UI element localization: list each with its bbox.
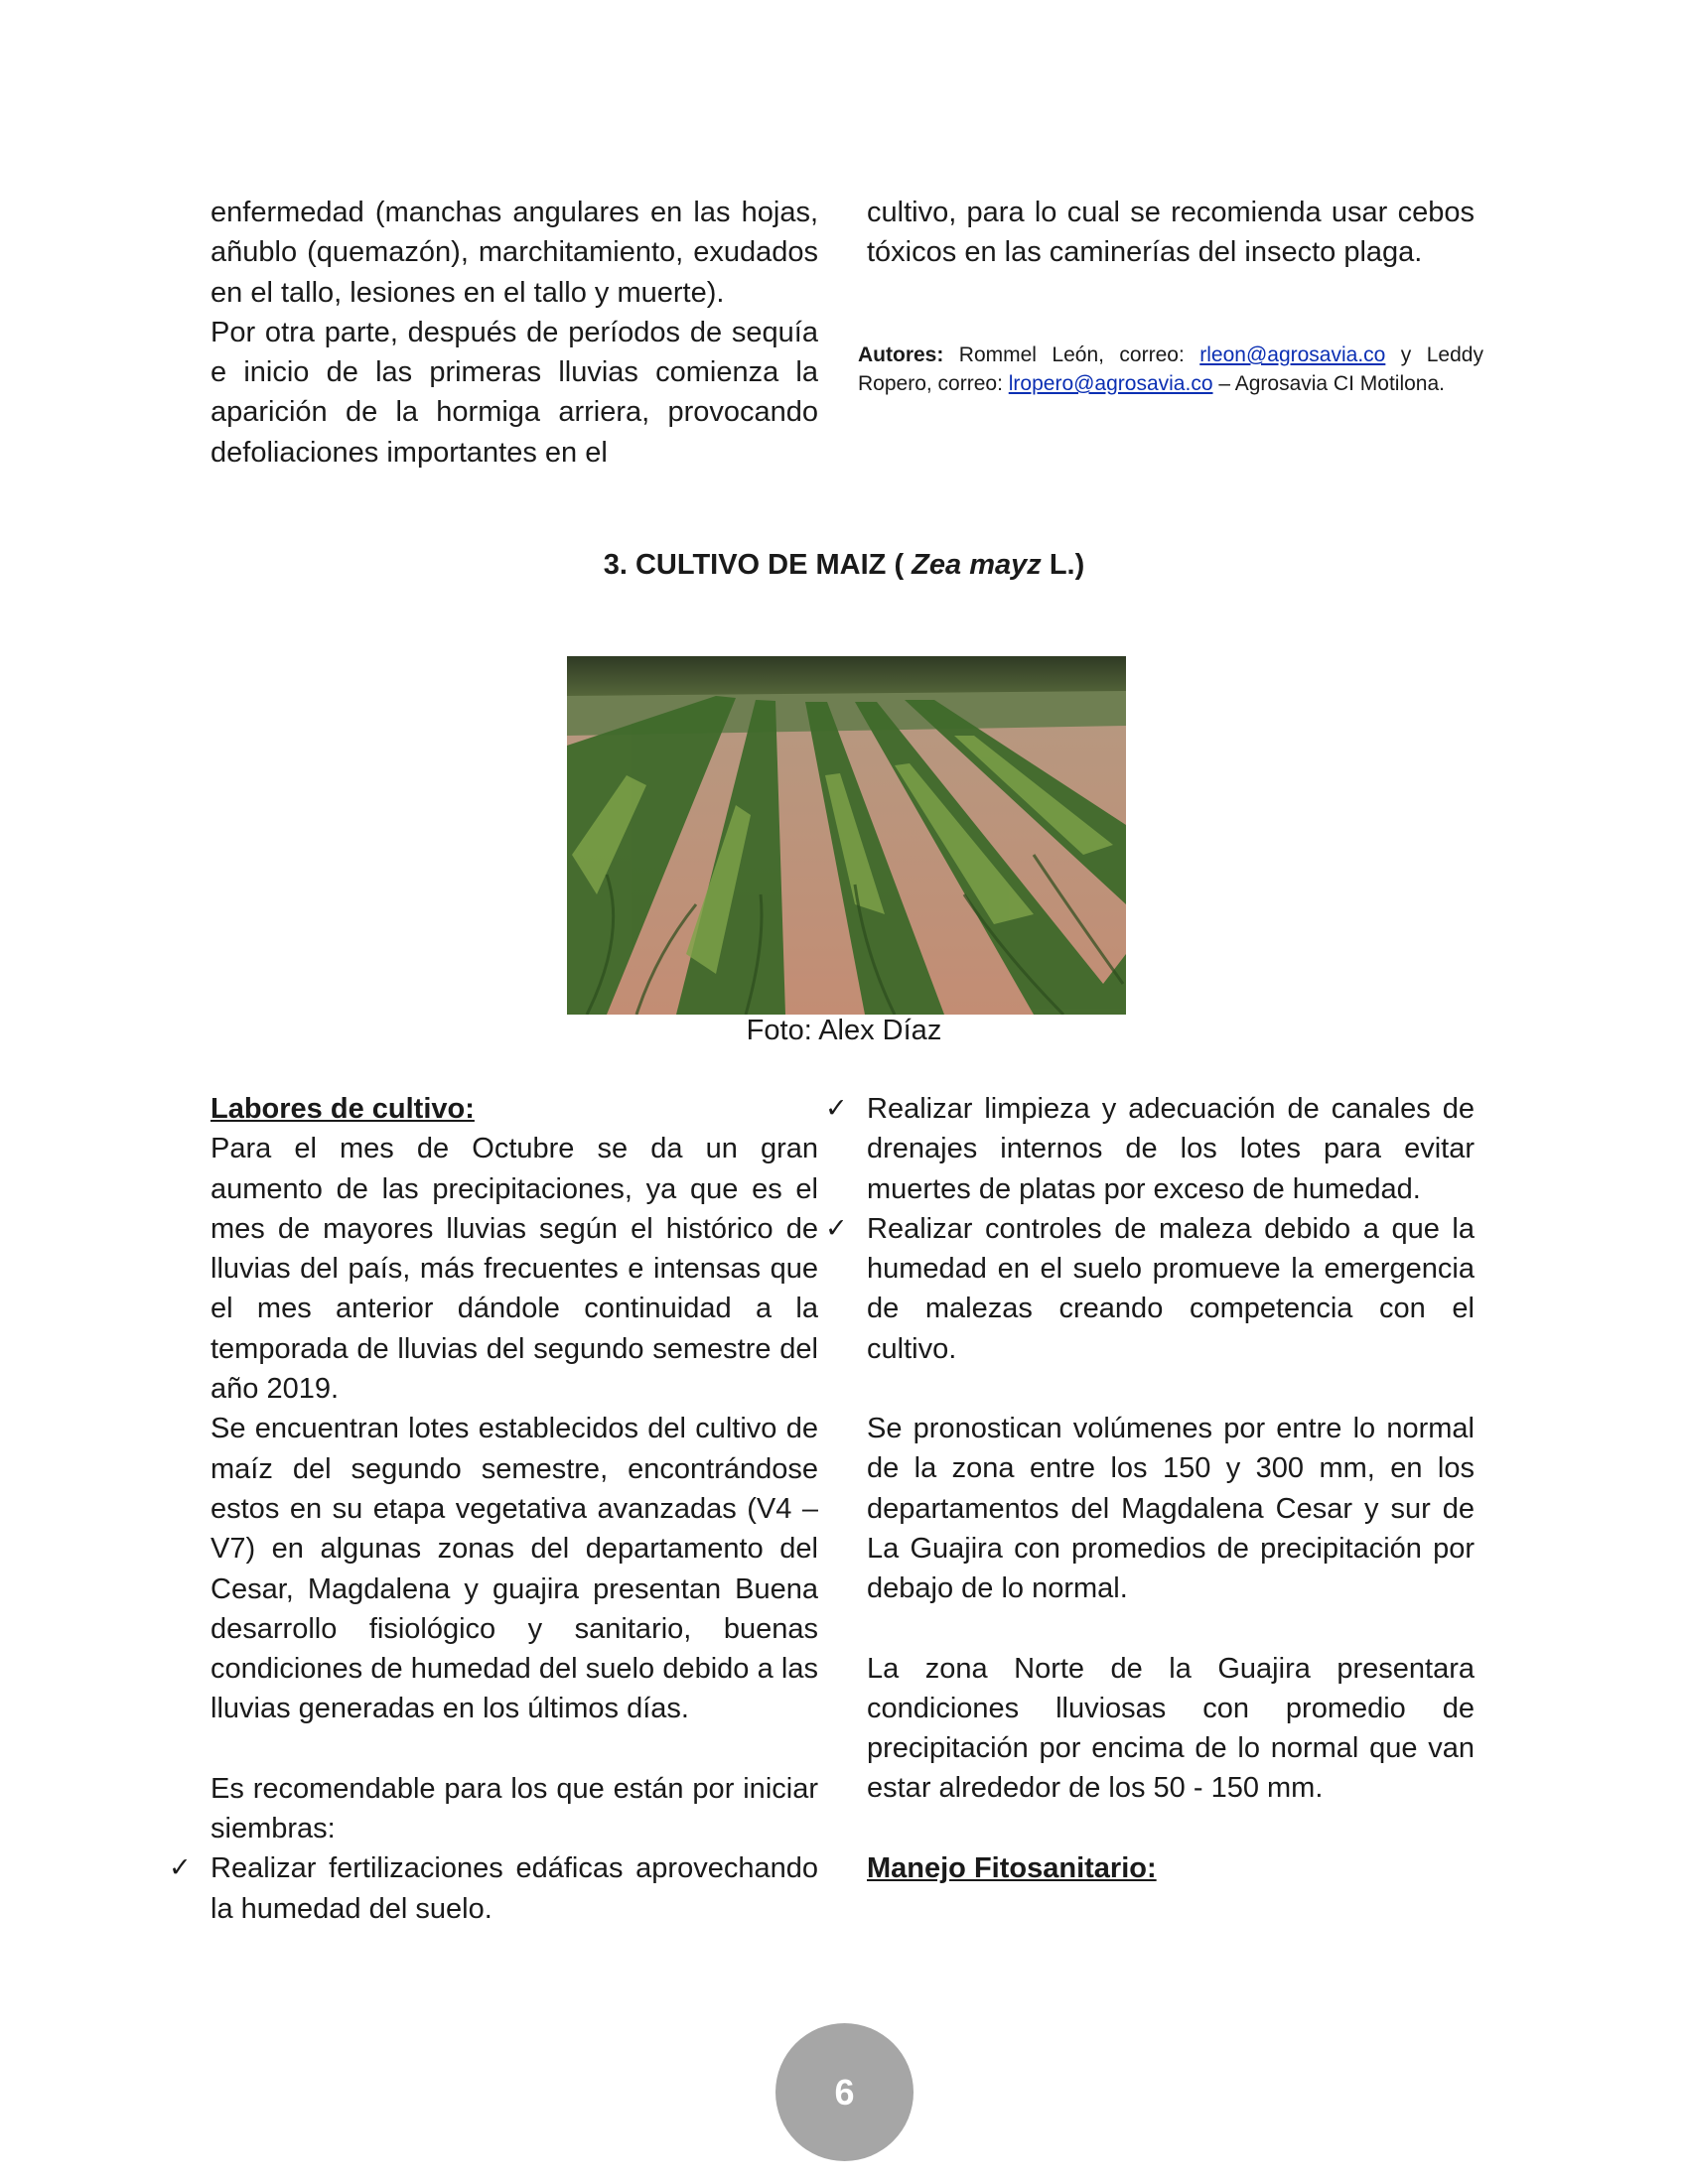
maize-field-photo (567, 656, 1126, 1015)
page-number: 6 (834, 2071, 855, 2113)
checklist-item (825, 1089, 1475, 1209)
author-email-link-2[interactable]: lropero@agrosavia.co (1008, 372, 1213, 395)
top-left-column (211, 193, 818, 473)
established-lots-paragraph: Se encuentran lotes establecidos del cultivo de maíz del segundo semestre, encontrándose estos en su etapa vegetativa avanzadas (V4 – V7) en algunas zonas del departamento del Cesar, Magdalena y guajira presentan Buena desarrollo fisiológico y sanitario, buenas condiciones de humedad del suelo debido a las lluvias generadas en los últimos días. (211, 1413, 818, 1725)
fitosanitario-heading: Manejo Fitosanitario: (867, 1851, 1157, 1884)
scientific-name: Zea mayz (912, 549, 1042, 581)
checkmark-icon: ✓ (169, 1852, 192, 1884)
recommendation-intro: Es recomendable para los que están por iniciar siembras: (211, 1772, 818, 1845)
page-number-badge (775, 2023, 914, 2161)
spacer (867, 1369, 1475, 1409)
authors-text-3: – Agrosavia CI Motilona. (1218, 372, 1445, 395)
spacer (211, 1729, 818, 1769)
checklist-item (825, 1209, 1475, 1369)
authors-text-2: y Leddy Ropero, correo: (858, 343, 1483, 395)
spacer (867, 1609, 1475, 1649)
section-title (0, 545, 1688, 585)
checkmark-icon: ✓ (825, 1093, 848, 1124)
forecast-north-paragraph: La zona Norte de la Guajira presentara condiciones lluviosas con promedio de precipitación por encima de lo normal que van estar alrededor de los 50 - 150 mm. (867, 1652, 1475, 1805)
authors-label: Autores: (858, 343, 944, 366)
authors-text-1: Rommel León, correo: (958, 343, 1185, 366)
forecast-south-paragraph: Se pronostican volúmenes por entre lo normal de la zona entre los 150 y 300 mm, en los departamentos del Magdalena Cesar y sur de La Guajira con promedios de precipitación por debajo de lo normal. (867, 1413, 1475, 1605)
october-rain-paragraph: Para el mes de Octubre se da un gran aumento de las precipitaciones, ya que es el mes de mayores lluvias según el histórico de lluvias del país, más frecuentes e intensas que el mes anterior dándole continuidad a la temporada de lluvias del segundo semestre del año 2019. (211, 1133, 818, 1406)
checklist-item (169, 1848, 818, 1929)
section-title-suffix: L.) (1049, 549, 1085, 581)
author-email-link-1[interactable]: rleon@agrosavia.co (1199, 343, 1386, 366)
checklist-item-text: Realizar limpieza y adecuación de canales de drenajes internos de los lotes para evitar muertes de platas por exceso de humedad. (867, 1093, 1475, 1205)
disease-paragraph: enfermedad (manchas angulares en las hojas, añublo (quemazón), marchitamiento, exudados en el tallo, lesiones en el tallo y muerte). (211, 197, 818, 309)
checkmark-icon: ✓ (825, 1212, 848, 1244)
spacer (867, 1809, 1475, 1848)
checklist-item-text: Realizar fertilizaciones edáficas aprovechando la humedad del suelo. (211, 1852, 818, 1925)
bottom-left-column (169, 1089, 818, 1929)
photo-caption: Foto: Alex Díaz (746, 1015, 942, 1046)
bottom-right-column (825, 1089, 1475, 1888)
ant-paragraph: Por otra parte, después de períodos de sequía e inicio de las primeras lluvias comienza la aparición de la hormiga arriera, provocando defoliaciones importantes en el (211, 316, 818, 469)
labores-heading: Labores de cultivo: (211, 1093, 475, 1125)
section-title-prefix: 3. CULTIVO DE MAIZ ( (603, 549, 905, 581)
checklist-item-text: Realizar controles de maleza debido a que la humedad en el suelo promueve la emergencia de malezas creando competencia con el cultivo. (867, 1212, 1475, 1365)
bait-paragraph: cultivo, para lo cual se recomienda usar cebos tóxicos en las caminerías del insecto plaga. (867, 197, 1475, 269)
top-right-column (867, 193, 1475, 273)
authors-credit (858, 341, 1483, 398)
